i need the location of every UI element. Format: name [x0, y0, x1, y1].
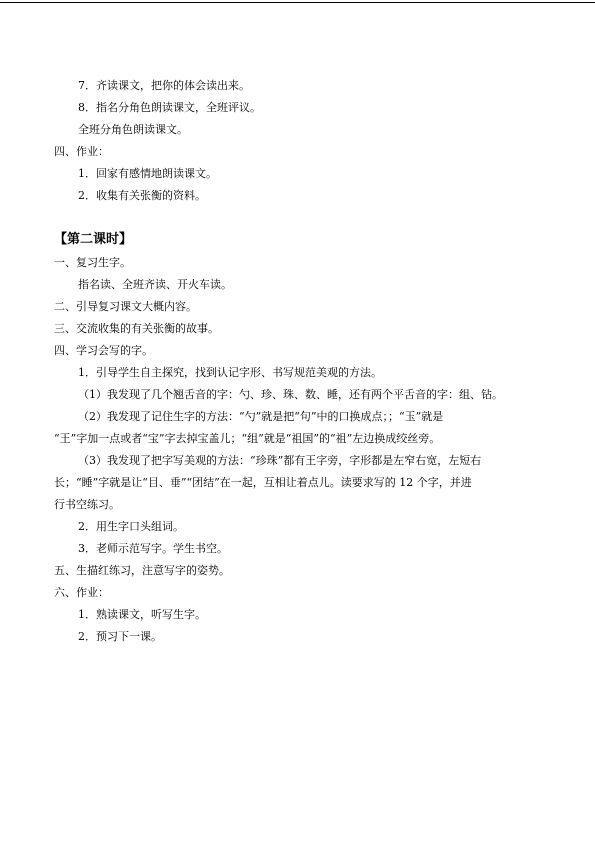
section-1-heading: 一、复习生字。 [54, 256, 131, 269]
discovery-2-continued: “王”字加一点或者“宝”字去掉宝盖儿；“组”就是“祖国”的“祖”左边换成绞丝旁。 [54, 432, 441, 445]
discovery-3: （3）我发现了把字写美观的方法：“珍珠”都有王字旁，字形都是左窄右宽，左短右 [78, 454, 482, 467]
section-1-detail: 指名读、全班齐读、开火车读。 [78, 278, 232, 291]
section-2-heading: 二、引导复习课文大概内容。 [54, 300, 197, 313]
section-6-item-1: 1．熟读课文，听写生字。 [78, 608, 206, 621]
lesson-2-heading: 【第二课时】 [54, 232, 133, 247]
section-4-heading: 四、学习会写的字。 [54, 344, 153, 357]
step-8: 8．指名分角色朗读课文，全班评议。 [78, 101, 261, 114]
discovery-2: （2）我发现了记住生字的方法：“勺”就是把“句”中的口换成点；；“玉”就是 [78, 410, 444, 423]
section-4-step-1: 1．引导学生自主探究，找到认记字形、书写规范美观的方法。 [78, 366, 382, 379]
step-7: 7．齐读课文，把你的体会读出来。 [78, 79, 250, 92]
discovery-3-end: 行书空练习。 [54, 498, 120, 511]
discovery-3-continued: 长；“睡”字就是让“目、垂”“团结”在一起，互相让着点儿。读要求写的 12 个字，并进 [54, 476, 472, 489]
step-8-detail: 全班分角色朗读课文。 [78, 123, 188, 136]
discovery-1: （1）我发现了几个翘舌音的字：勺、珍、珠、数、睡，还有两个平舌音的字：组、钻。 [78, 388, 503, 401]
homework-item-1: 1．回家有感情地朗读课文。 [78, 167, 217, 180]
section-4-step-3: 3．老师示范写字。学生书空。 [78, 542, 228, 555]
top-rule [0, 2, 595, 3]
homework-item-2: 2．收集有关张衡的资料。 [78, 189, 206, 202]
section-3-heading: 三、交流收集的有关张衡的故事。 [54, 322, 219, 335]
section-4-step-2: 2．用生字口头组词。 [78, 520, 184, 533]
section-6-item-2: 2．预习下一课。 [78, 630, 162, 643]
section-5-heading: 五、生描红练习，注意写字的姿势。 [54, 564, 230, 577]
section-6-heading: 六、作业： [54, 586, 109, 599]
section-homework-heading: 四、作业： [54, 145, 109, 158]
